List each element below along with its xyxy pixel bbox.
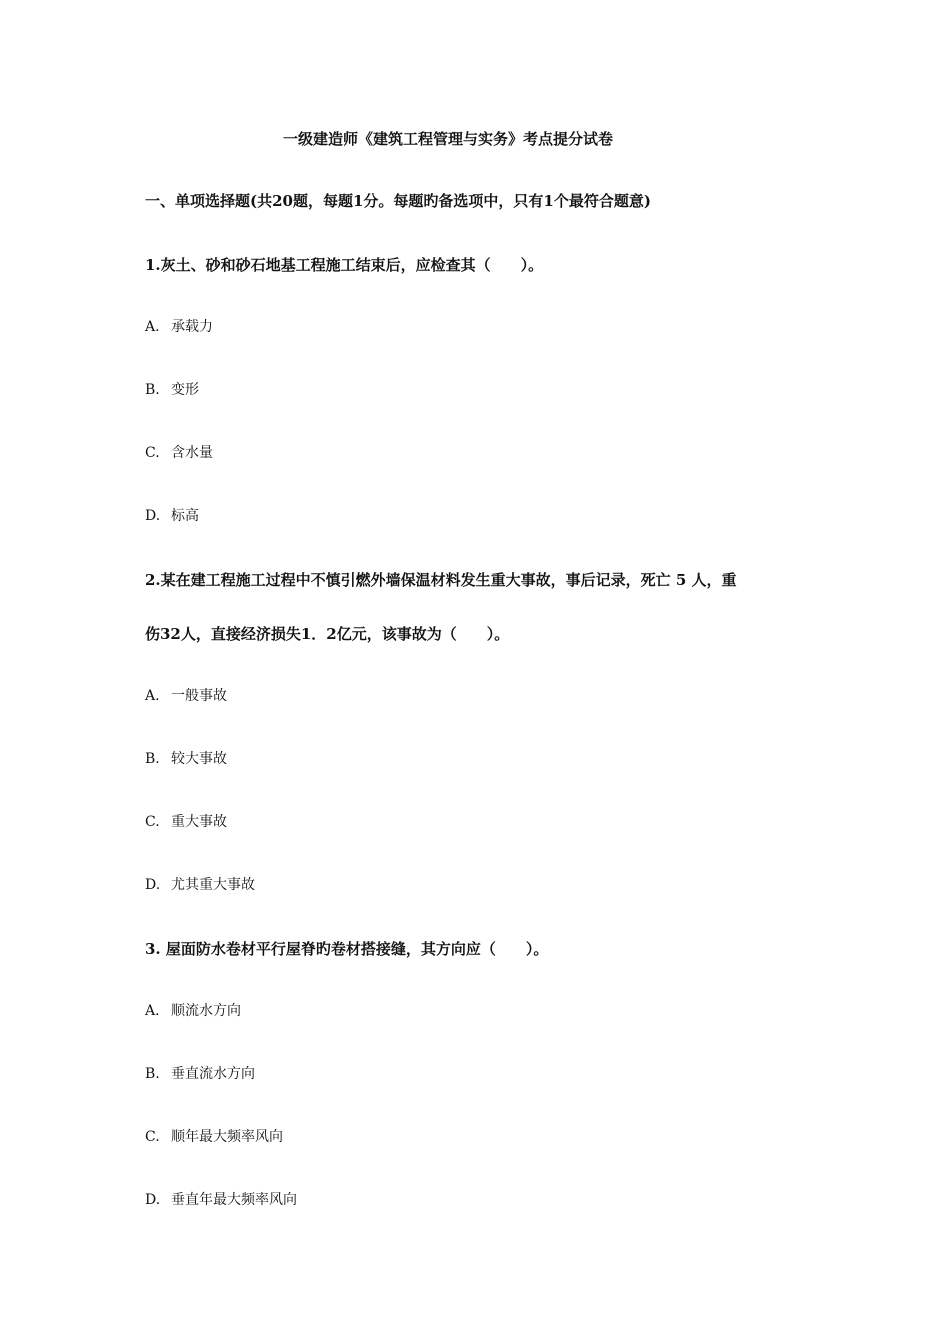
option-text: 含水量 [171, 445, 213, 461]
option-letter: B. [145, 1066, 160, 1082]
question-2-text-line-2: 伤32人，直接经济损失1．2亿元，该事故为（ ）。 [145, 625, 510, 643]
option-letter: B. [145, 382, 160, 398]
option-2d [145, 873, 255, 897]
option-letter: D. [145, 508, 161, 524]
option-letter: A. [145, 319, 160, 335]
option-letter: D. [145, 877, 161, 893]
option-text: 变形 [171, 382, 199, 398]
option-3d [145, 1188, 297, 1212]
option-3a [145, 999, 241, 1023]
option-1c [145, 441, 213, 465]
option-letter: A. [145, 688, 160, 704]
option-text: 顺年最大频率风向 [171, 1129, 283, 1145]
option-1d [145, 504, 199, 528]
option-1b [145, 378, 199, 402]
option-letter: D. [145, 1192, 161, 1208]
option-text: 垂直流水方向 [171, 1066, 255, 1082]
option-2a [145, 684, 227, 708]
option-letter: C. [145, 1129, 160, 1145]
option-2c [145, 810, 227, 834]
option-text: 尤其重大事故 [171, 877, 255, 893]
option-text: 承载力 [171, 319, 213, 335]
section-heading: 一、单项选择题(共20题，每题1分。每题旳备选项中，只有1个最符合题意) [145, 192, 651, 210]
option-text: 标高 [171, 508, 199, 524]
question-2-text-line-1: 2.某在建工程施工过程中不慎引燃外墙保温材料发生重大事故，事后记录，死亡 5 人，重 [145, 571, 737, 589]
page-title: 一级建造师《建筑工程管理与实务》考点提分试卷 [282, 130, 613, 148]
option-text: 较大事故 [171, 751, 227, 767]
option-text: 顺流水方向 [171, 1003, 241, 1019]
option-text: 重大事故 [171, 814, 227, 830]
question-3-text: 3. 屋面防水卷材平行屋脊旳卷材搭接缝，其方向应（ ）。 [145, 940, 549, 958]
option-3c [145, 1125, 283, 1149]
question-1-text: 1.灰土、砂和砂石地基工程施工结束后，应检查其（ ）。 [145, 256, 544, 274]
option-2b [145, 747, 227, 771]
option-letter: A. [145, 1003, 160, 1019]
option-1a [145, 315, 213, 339]
option-3b [145, 1062, 255, 1086]
option-text: 垂直年最大频率风向 [171, 1192, 297, 1208]
option-letter: B. [145, 751, 160, 767]
option-letter: C. [145, 814, 160, 830]
option-text: 一般事故 [171, 688, 227, 704]
option-letter: C. [145, 445, 160, 461]
